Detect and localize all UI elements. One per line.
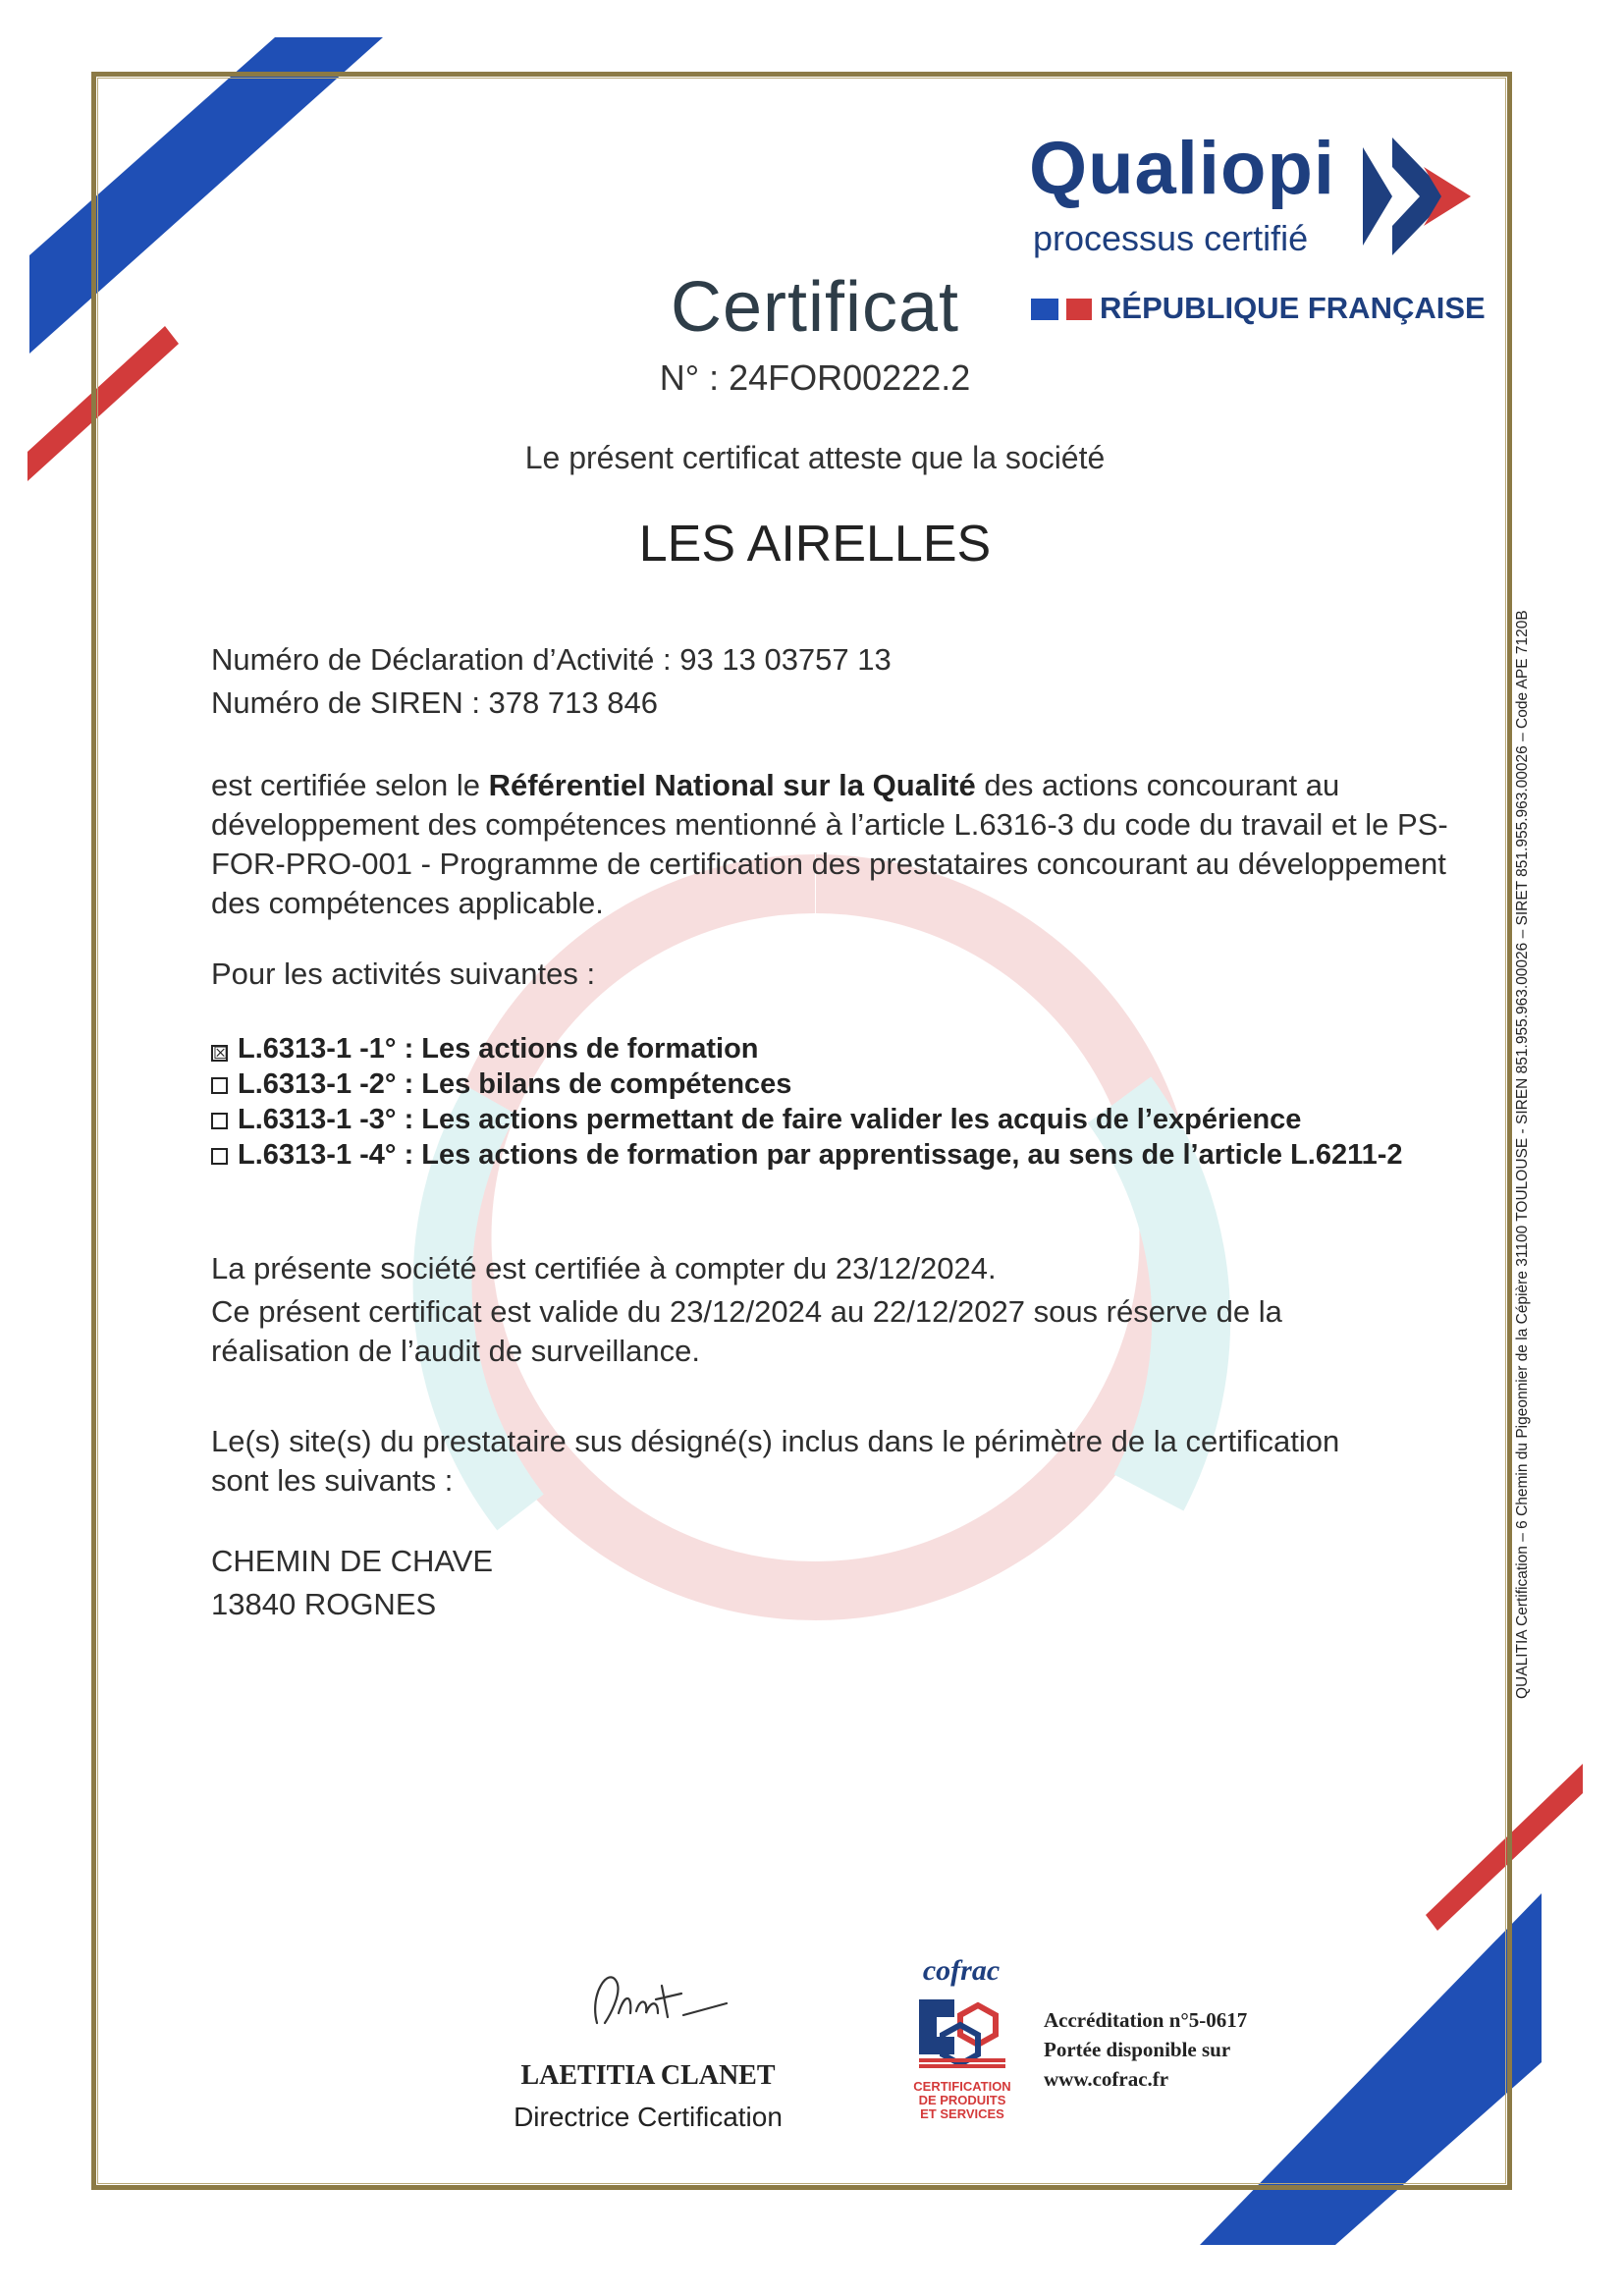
activities-list [211,1031,1448,1173]
accreditation-number: Accréditation n°5-0617 [1044,2008,1248,2032]
cofrac-accreditation [1044,2005,1338,2094]
site-address-line-2: 13840 ROGNES [211,1587,437,1621]
company-name: LES AIRELLES [638,516,992,573]
certificate-number: N° : 24FOR00222.2 [659,357,971,398]
activity-label: L.6313-1 -2° : Les bilans de compétences [238,1068,792,1100]
checkbox-icon [211,1148,228,1165]
activity-label: L.6313-1 -1° : Les actions de formation [238,1033,759,1065]
republique-francaise-label: RÉPUBLIQUE FRANÇAISE [1100,291,1486,325]
validity-statement: Ce présent certificat est valide du 23/12/2024 au 22/12/2027 sous réserve de la réalisation de l’audit de surveillance. [211,1294,1282,1368]
site-address-line-1: CHEMIN DE CHAVE [211,1544,494,1578]
checkbox-icon [211,1113,228,1129]
activity-label: L.6313-1 -3° : Les actions permettant de faire valider les acquis de l’expérience [238,1104,1302,1135]
checkbox-icon [211,1077,228,1094]
cofrac-url: www.cofrac.fr [1044,2067,1169,2091]
cofrac-logo-icon [913,1994,1011,2072]
checked-checkbox-icon: ☒ [213,1044,229,1063]
certificate-intro: Le présent certificat atteste que la société [524,440,1106,475]
certificate-title: Certificat [670,268,960,347]
activity-label: L.6313-1 -4° : Les actions de formation par apprentissage, au sens de l’article L.6211-2 [238,1139,1403,1171]
signatory-role: Directrice Certification [514,2102,783,2132]
cofrac-subtitle: CERTIFICATION DE PRODUITS ET SERVICES [913,2079,1011,2121]
handwritten-signature [579,1954,736,2043]
activity-item [211,1137,1448,1173]
statement-pre: est certifiée selon le [211,768,489,802]
activity-item [211,1066,1448,1102]
activities-intro: Pour les activités suivantes : [211,957,596,991]
activity-item [211,1031,1448,1066]
statement-post: des actions concourant au développement des compétences mentionné à l’article L.6316-3 du code du travail et le PS-FOR-PRO-001 - Programme de certification des prestataires concourant au développement des compétences applicable. [211,768,1448,920]
declaration-number: Numéro de Déclaration d’Activité : 93 13 03757 13 [211,642,892,677]
statement-referentiel: Référentiel National sur la Qualité [488,768,976,802]
signatory-name: LAETITIA CLANET [520,2060,776,2091]
issuer-details-vertical: QUALITIA Certification – 6 Chemin du Pigeonnier de la Cépière 31100 TOULOUSE - SIREN 851.955.963.00026 – SIRET 851.955.963.00026 – Code APE 7120B [1514,610,1531,1699]
activity-item [211,1102,1448,1137]
qualiopi-logo-text: Qualiopi [1029,127,1335,210]
sites-intro: Le(s) site(s) du prestataire sus désigné(s) inclus dans le périmètre de la certification sont les suivants : [211,1424,1340,1498]
qualiopi-subtitle: processus certifié [1033,218,1309,258]
certification-statement [211,766,1448,923]
certified-from: La présente société est certifiée à compter du 23/12/2024. [211,1251,997,1285]
cofrac-logo-text: cofrac [922,1954,1001,1987]
qualiopi-arrows-icon [1363,137,1481,255]
siren-number: Numéro de SIREN : 378 713 846 [211,685,658,720]
accreditation-scope: Portée disponible sur [1044,2038,1231,2061]
